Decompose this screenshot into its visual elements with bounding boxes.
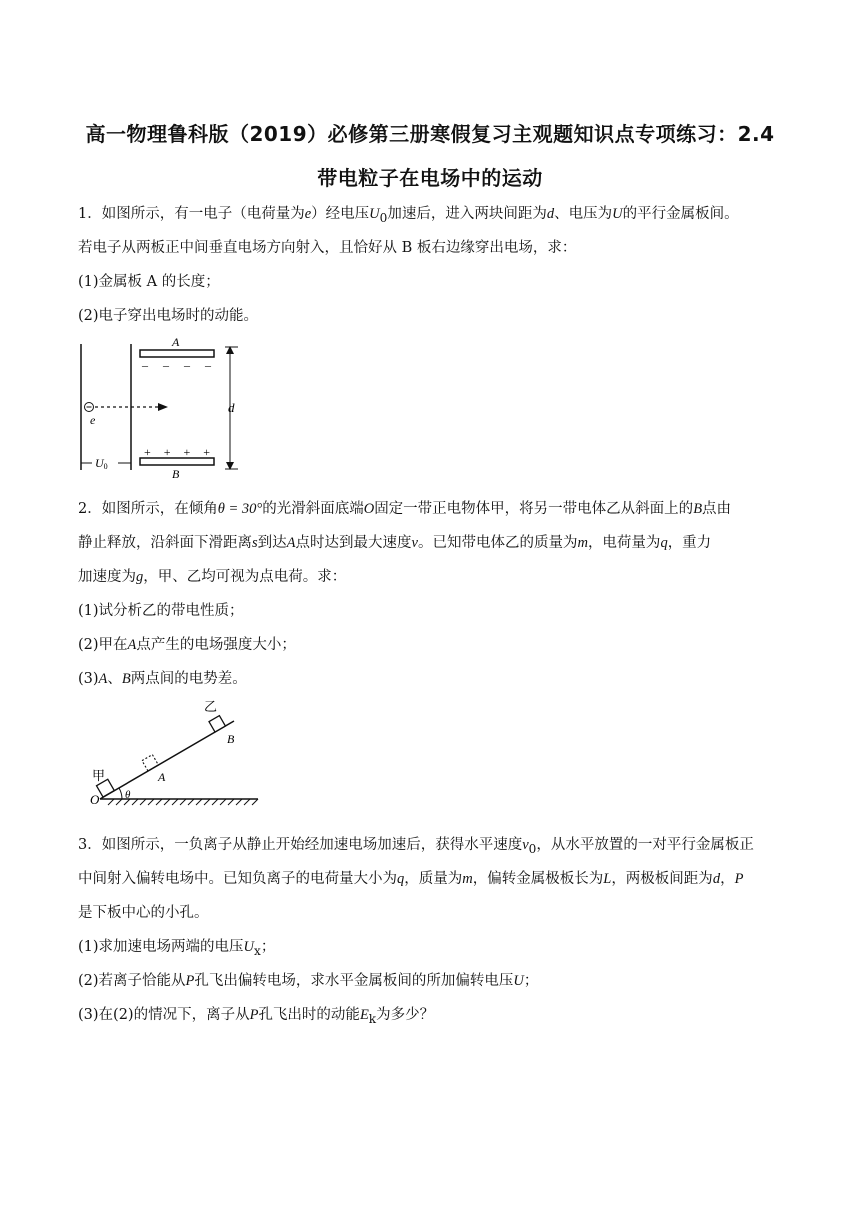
q1-sub2: (2)电子穿出电场时的动能。 (78, 308, 259, 324)
q2-sub2: (2)甲在A点产生的电场强度大小； (78, 637, 296, 653)
fig2-label-theta: θ (125, 789, 131, 801)
q3-line2: 中间射入偏转电场中。已知负离子的电荷量大小为q，质量为m，偏转金属极板长为L，两极板间距为d，P (78, 871, 744, 887)
svg-text:– – – –: – – – – (142, 358, 217, 372)
q2-sub3: (3)A、B两点间的电势差。 (78, 671, 247, 687)
q2-figure-incline (78, 694, 268, 814)
fig2-label-jia: 甲 (92, 768, 106, 783)
q1-figure-parallel-plates (78, 330, 258, 480)
q2-line3: 加速度为g，甲、乙均可视为点电荷。求： (78, 569, 347, 585)
q1-sub1: (1)金属板 A 的长度； (78, 274, 220, 290)
q3-line1: 3．如图所示，一负离子从静止开始经加速电场加速后，获得水平速度$v_0$，从水平放置的一对平行金属板正 (78, 837, 754, 856)
fig2-label-A: A (158, 770, 166, 784)
page-title-line2: 带电粒子在电场中的运动 (317, 166, 543, 190)
q3-sub3: (3)在(2)的情况下，离子从P孔飞出时的动能$E_k$为多少？ (78, 1007, 435, 1026)
q3-line3: 是下板中心的小孔。 (78, 905, 209, 921)
fig2-label-O: O (90, 792, 100, 807)
q3-sub1: (1)求加速电场两端的电压$U_x$； (78, 939, 276, 958)
fig2-label-B: B (227, 732, 235, 746)
fig2-label-yi: 乙 (204, 699, 218, 714)
svg-text:+ + + +: + + + + (144, 445, 216, 459)
q3-sub2: (2)若离子恰能从P孔飞出偏转电场，求水平金属板间的所加偏转电压U； (78, 973, 539, 989)
q1-line1: 1．如图所示，有一电子（电荷量为e）经电压$U_0$加速后，进入两块间距为d、电压为U的平行金属板间。 (78, 206, 739, 225)
fig1-label-B: B (172, 467, 180, 480)
fig1-label-e: e (90, 413, 96, 427)
page-title-line1: 高一物理鲁科版（2019）必修第三册寒假复习主观题知识点专项练习：2.4 (85, 122, 775, 146)
q1-line2: 若电子从两板正中间垂直电场方向射入，且恰好从 B 板右边缘穿出电场，求： (78, 240, 577, 256)
q2-line1: 2．如图所示，在倾角θ = 30°的光滑斜面底端O固定一带正电物体甲，将另一带电体乙从斜面上的B点由 (78, 501, 732, 517)
q2-line2: 静止释放，沿斜面下滑距离s到达A点时达到最大速度v。已知带电体乙的质量为m，电荷量为q，重力 (78, 535, 712, 551)
fig1-label-U0: U0 (95, 456, 108, 471)
q2-sub1: (1)试分析乙的带电性质； (78, 603, 244, 619)
fig1-label-A: A (172, 335, 180, 349)
fig1-label-d: d (228, 400, 235, 415)
